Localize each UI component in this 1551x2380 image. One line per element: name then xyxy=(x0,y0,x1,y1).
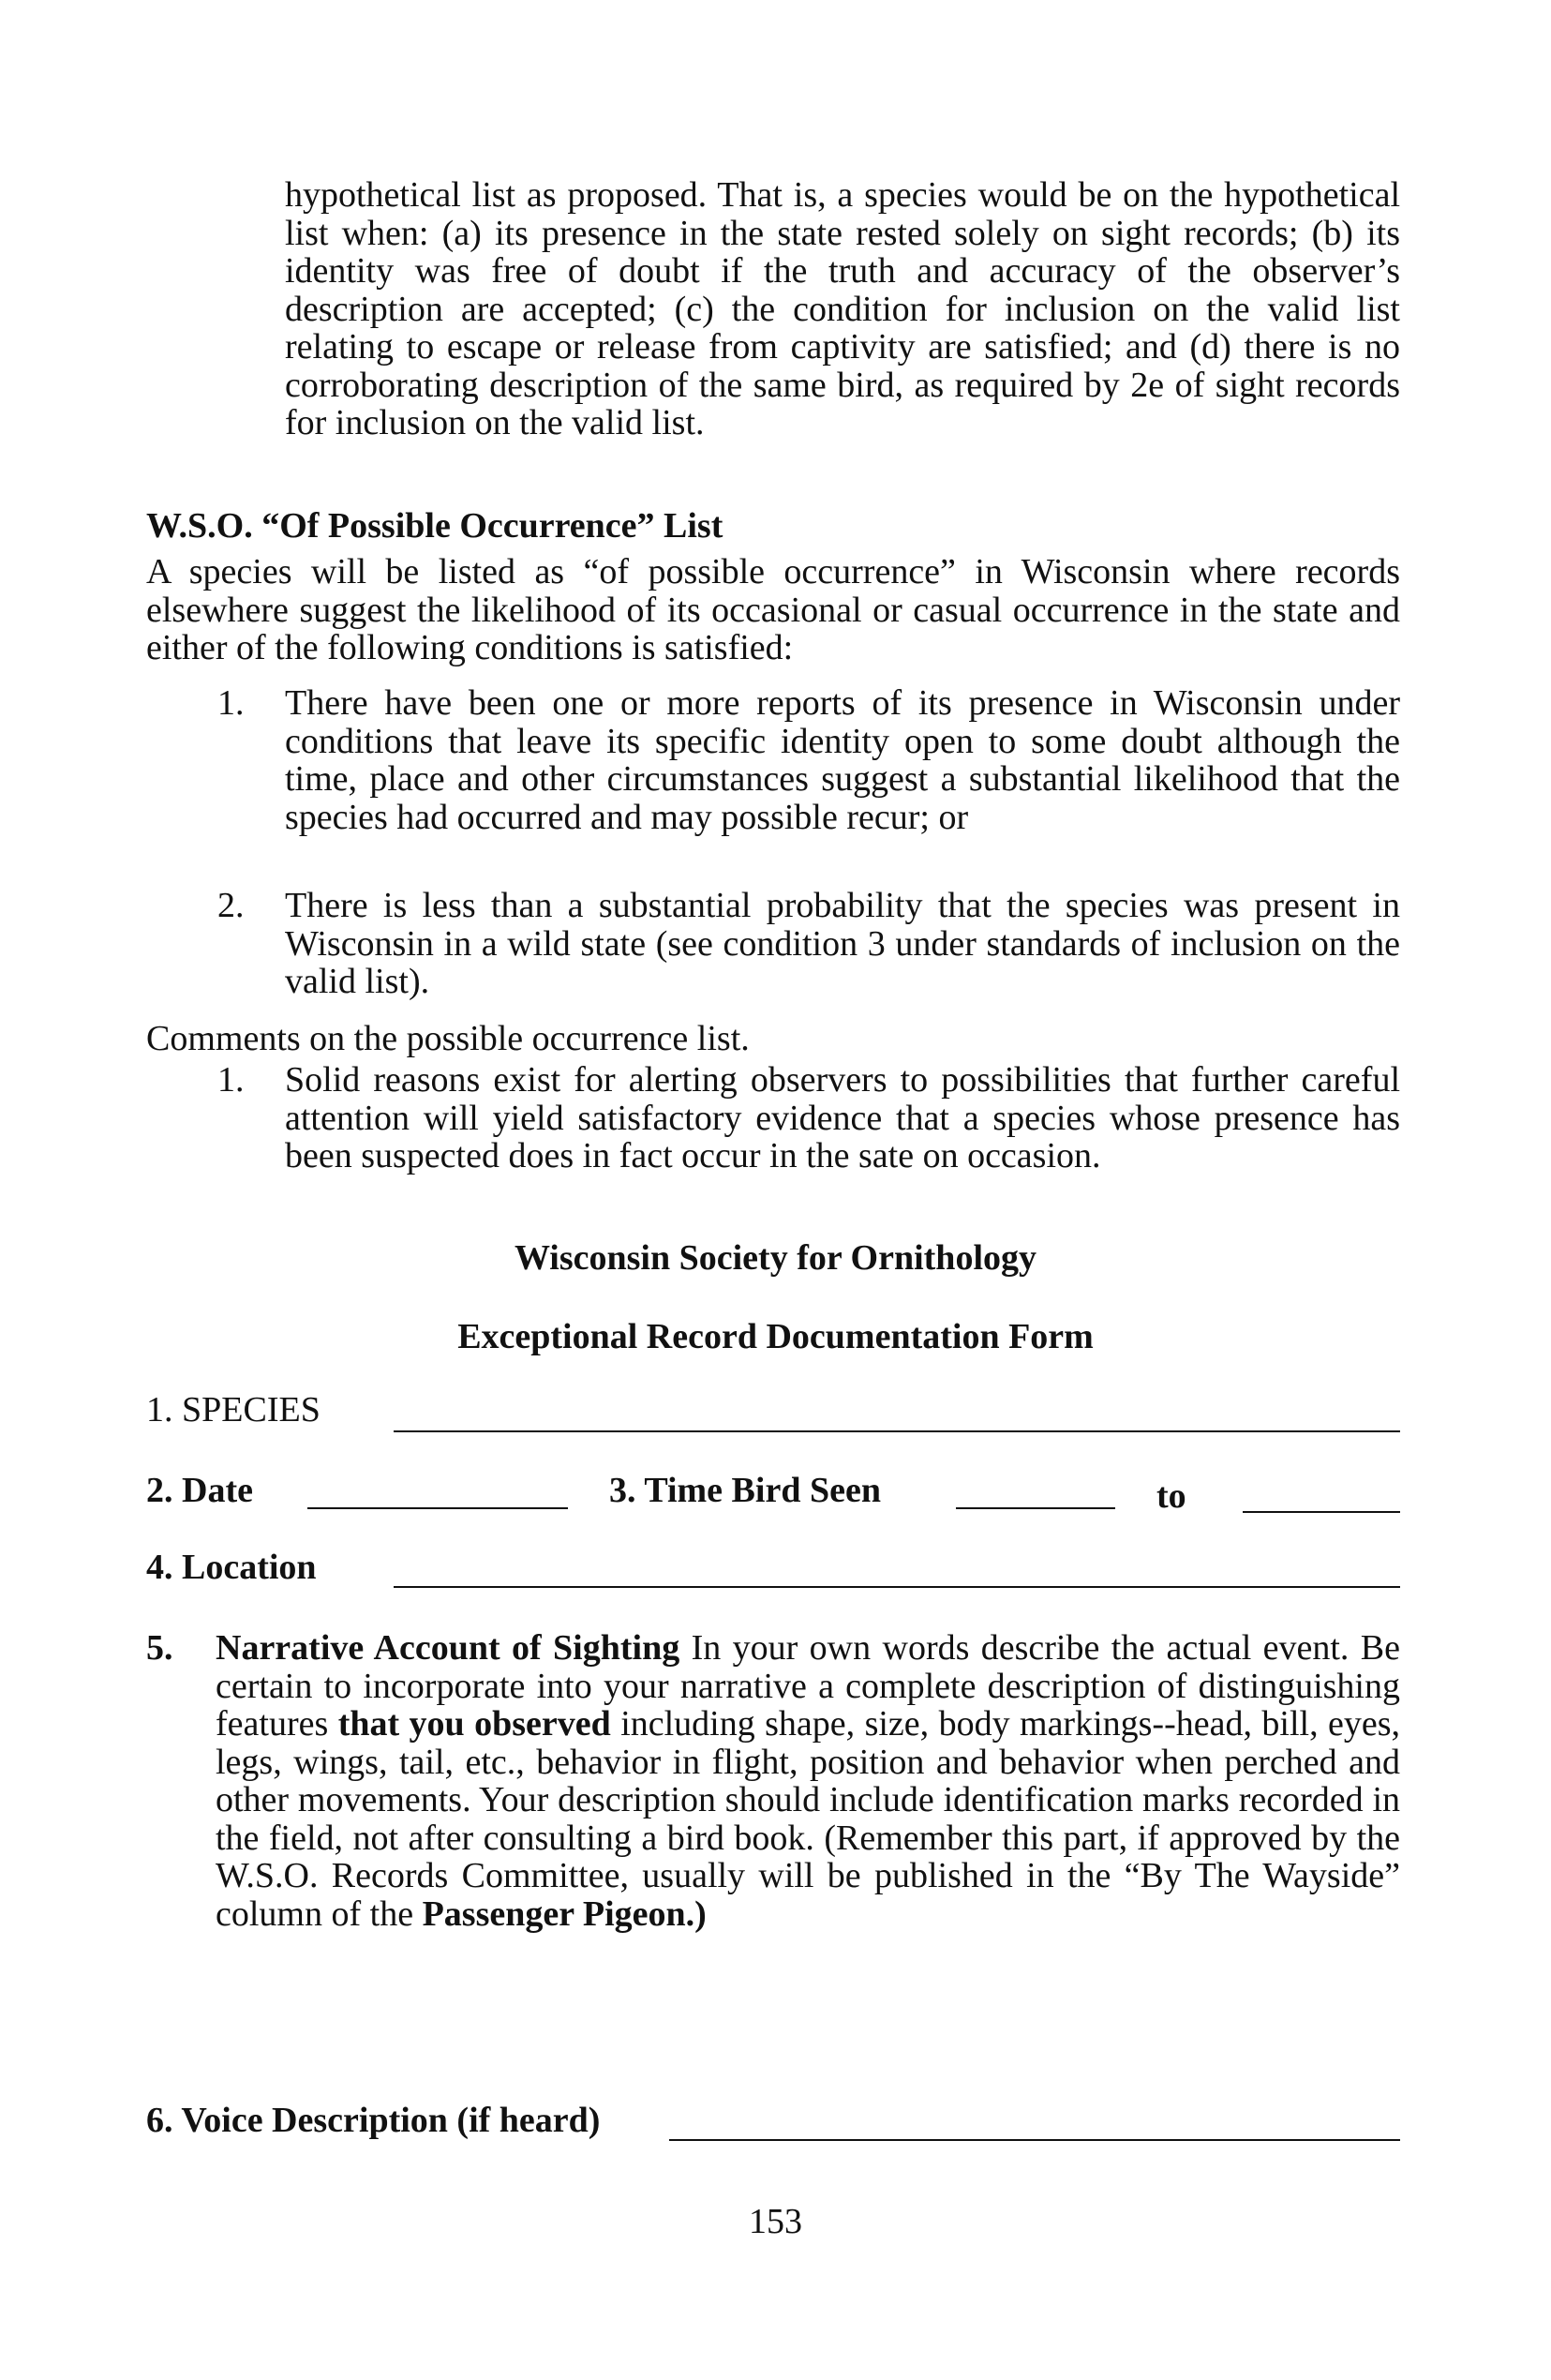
narrative-label: Narrative Account of Sighting xyxy=(216,1628,680,1668)
narrative-number: 5. xyxy=(146,1628,173,1668)
voice-description-label: 6. Voice Description (if heard) xyxy=(146,2101,601,2140)
date-field[interactable] xyxy=(307,1507,568,1509)
location-field[interactable] xyxy=(394,1586,1400,1588)
narrative-text-2: including shape, size, body markings--head, bill, eyes, legs, wings, tail, etc., behavior in flight, position and behavior when perched and other movements. Your description should include identification marks recorded in the field, not after consulting a bird book. (Remember this part, if approved by the W.S.O. Records Committee, usually will be published in the “By The Wayside” column of the xyxy=(216,1704,1401,1934)
time-from-field[interactable] xyxy=(956,1507,1115,1509)
comment-1-number: 1. xyxy=(217,1060,245,1100)
time-to-label: to xyxy=(1156,1476,1186,1516)
narrative-text-1: In your own words describe the actual event. Be certain to incorporate into your narrative a complete description of distinguishing features xyxy=(216,1628,1401,1744)
hypothetical-list-paragraph: hypothetical list as proposed. That is, a species would be on the hypothetical list when: (a) its presence in the state rested solely on sight records; (b) its identity was free of doubt if the truth and accuracy of the observer’s description are accepted; (c) the condition for inclusion on the valid list relating to escape or release from captivity are satisfied; and (d) there is no corroborating description of the same bird, as required by 2e of sight records for inclusion on the valid list. xyxy=(285,175,1400,442)
voice-description-field[interactable] xyxy=(669,2139,1400,2141)
narrative-bold-phrase: that you observed xyxy=(337,1704,611,1744)
comments-heading: Comments on the possible occurrence list. xyxy=(146,1019,750,1058)
possible-occurrence-heading xyxy=(146,506,723,546)
location-label: 4. Location xyxy=(146,1548,317,1587)
date-label: 2. Date xyxy=(146,1471,253,1510)
org-title: Wisconsin Society for Ornithology xyxy=(514,1238,1036,1278)
time-seen-label: 3. Time Bird Seen xyxy=(609,1471,881,1510)
heading-rest: “Of Possible Occurrence” List xyxy=(261,506,723,546)
comment-1-text: Solid reasons exist for alerting observers to possibilities that further careful attention will yield satisfactory evidence that a species whose presence has been suspected does in fact occur in the sate on occasion. xyxy=(285,1060,1400,1175)
condition-2-text: There is less than a substantial probability that the species was present in Wisconsin in a wild state (see condition 3 under standards of inclusion on the valid list). xyxy=(285,886,1400,1001)
possible-occurrence-intro: A species will be listed as “of possible occurrence” in Wisconsin where records elsewhere suggest the likelihood of its occasional or casual occurrence in the state and either of the following conditions is satisfied: xyxy=(146,552,1400,667)
heading-prefix: W.S.O. xyxy=(146,506,253,546)
species-field[interactable] xyxy=(394,1430,1400,1432)
page-number: 153 xyxy=(749,2202,802,2241)
time-to-field[interactable] xyxy=(1243,1511,1400,1513)
condition-2-number: 2. xyxy=(217,886,245,925)
condition-1-number: 1. xyxy=(217,683,245,723)
narrative-bold-end: Passenger Pigeon.) xyxy=(422,1894,707,1934)
narrative-account xyxy=(216,1629,1400,1933)
species-label: 1. SPECIES xyxy=(146,1390,321,1429)
form-title: Exceptional Record Documentation Form xyxy=(457,1317,1094,1356)
condition-1-text: There have been one or more reports of its presence in Wisconsin under conditions that leave its specific identity open to some doubt although the time, place and other circumstances suggest a substantial likelihood that the species had occurred and may possible recur; or xyxy=(285,683,1400,837)
